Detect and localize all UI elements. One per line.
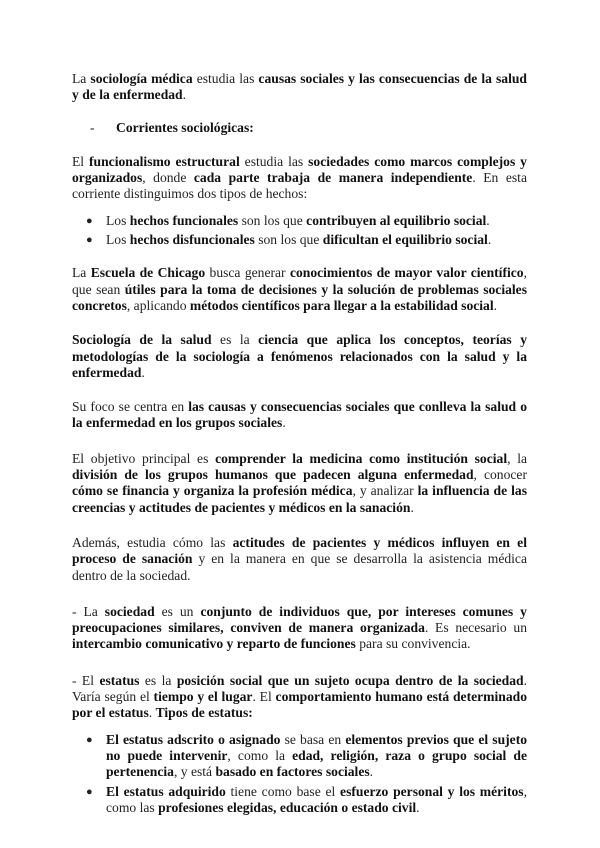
bold-run: Tipos de estatus: <box>155 705 253 721</box>
text-run: Además, estudia cómo las <box>72 534 233 550</box>
text-run: Los <box>106 232 130 248</box>
bullet-icon: ● <box>86 785 93 798</box>
bold-run: ciencia que aplica los conceptos, teorías y metodologías de la sociología a fenómenos relacionados con la salud y la enfermedad <box>72 332 527 380</box>
bold-run: posición social que un sujeto ocupa dentro de la sociedad <box>176 672 524 688</box>
document-page <box>72 71 527 816</box>
bold-run: causas sociales y las consecuencias de la salud y de la enfermedad <box>72 71 527 103</box>
text-run: . <box>182 87 187 103</box>
text-run: busca generar <box>205 265 290 281</box>
section-heading <box>72 120 527 136</box>
list-item <box>72 732 527 781</box>
bold-run: funcionalismo estructural <box>89 153 240 169</box>
paragraph-sociedad <box>72 604 527 653</box>
bold-run: conjunto de individuos que, por intereses comunes y preocupaciones similares, conviven de manera organizada <box>72 603 527 636</box>
text-run: , donde <box>142 170 194 186</box>
text-run: . Es necesario un <box>424 620 527 636</box>
text-run: es la <box>211 332 259 348</box>
text-run: , conocer <box>473 467 527 483</box>
paragraph-sociologia-medica <box>72 71 527 104</box>
text-run: se basa en <box>280 731 346 747</box>
text-run: . <box>148 705 156 721</box>
text-run: . <box>369 764 374 780</box>
text-run: La <box>72 71 91 86</box>
bold-run: Sociología de la salud <box>72 332 212 348</box>
bold-run: basado en factores sociales <box>215 764 370 780</box>
text-run: , que sean <box>72 265 527 297</box>
paragraph-estatus <box>72 673 527 722</box>
bold-run: la influencia de las creencias y actitudes de pacientes y médicos en la sanación <box>72 483 527 515</box>
text-run: . <box>493 297 498 313</box>
text-run: son los que <box>238 212 307 228</box>
bold-run: El estatus adquirido <box>106 783 226 799</box>
list-item <box>72 784 527 817</box>
text-run: , aplicando <box>126 297 190 313</box>
text-run: - El <box>72 672 100 688</box>
text-run: es un <box>154 603 201 619</box>
text-run: estudia las <box>239 153 309 169</box>
bold-run: El estatus adscrito o asignado <box>106 731 281 747</box>
bold-run: comportamiento humano está determinado por el estatus <box>72 689 527 721</box>
bullet-icon: ● <box>86 733 93 746</box>
bullet-icon: ● <box>86 234 93 247</box>
text-run: . <box>486 212 490 228</box>
text-run: son los que <box>254 232 323 248</box>
bold-run: las causas y consecuencias sociales que conlleva la salud o la enfermedad en los grupos sociales <box>72 399 527 431</box>
bold-run: contribuyen al equilibrio social <box>306 212 487 228</box>
heading-text: Corrientes sociológicas: <box>116 119 254 135</box>
text-run: . <box>416 799 420 815</box>
bold-run: actitudes de pacientes y médicos influyen en el proceso de sanación <box>72 534 527 567</box>
text-run: El <box>72 153 90 169</box>
bold-run: conocimientos de mayor valor científico <box>289 265 524 281</box>
list-item <box>72 213 527 229</box>
text-run: es la <box>139 672 177 688</box>
paragraph-escuela-chicago <box>72 265 527 314</box>
text-run: . Varía según el <box>72 672 528 705</box>
bold-run: estatus <box>99 672 140 688</box>
paragraph-foco <box>72 399 527 432</box>
text-run: , y está <box>173 764 216 780</box>
bold-run: sociología médica <box>90 71 193 86</box>
bold-run: división de los grupos humanos que padecen alguna enfermedad <box>72 467 474 483</box>
text-run: , como las <box>106 783 527 815</box>
bold-run: cada parte trabaja de manera independiente <box>193 170 473 186</box>
text-run: . El <box>252 689 276 705</box>
text-run: , como la <box>227 747 293 763</box>
bold-run: útiles para la toma de decisiones y la solución de problemas sociales concretos <box>72 281 527 313</box>
bold-run: Escuela de Chicago <box>90 265 206 281</box>
bold-run: tiempo y el lugar <box>153 689 253 705</box>
bold-run: dificultan el equilibrio social <box>322 232 488 248</box>
text-run: . <box>141 364 145 380</box>
bold-run: edad, religión, raza o grupo social de pertenencia <box>106 747 527 780</box>
text-run: La <box>72 265 91 281</box>
bold-run: elementos previos que el sujeto no puede intervenir <box>106 731 528 763</box>
text-run: , y analizar <box>352 483 418 499</box>
bold-run: profesiones elegidas, educación o estado civil <box>158 799 417 815</box>
text-run: - La <box>72 603 105 619</box>
bullet-list-estatus <box>72 732 527 816</box>
list-item <box>72 232 527 248</box>
text-run: para su convivencia. <box>355 636 471 652</box>
bold-run: comprender la medicina como institución social <box>215 450 508 466</box>
bold-run: cómo se financia y organiza la profesión médica <box>72 483 353 499</box>
text-run: tiene como base el <box>225 783 341 799</box>
text-run: estudia las <box>192 71 259 86</box>
text-run: . <box>282 415 286 431</box>
text-run: , la <box>507 450 528 466</box>
text-run: El objetivo principal es <box>72 450 216 466</box>
paragraph-objetivo <box>72 451 527 516</box>
text-run: . <box>487 232 492 248</box>
bold-run: sociedades como marcos complejos y organizados <box>72 153 527 186</box>
bold-run: hechos funcionales <box>129 212 239 228</box>
bold-run: intercambio comunicativo y reparto de funciones <box>72 636 356 652</box>
text-run: . En esta corriente distinguimos dos tipos de hechos: <box>72 170 527 202</box>
text-run: Los <box>106 212 130 228</box>
bold-run: esfuerzo personal y los méritos <box>340 783 524 799</box>
dash-marker: - <box>90 119 95 135</box>
paragraph-sociologia-salud <box>72 332 527 381</box>
text-run: Su foco se centra en <box>72 399 189 415</box>
text-run: y en la manera en que se desarrolla la asistencia médica dentro de la sociedad. <box>72 551 528 583</box>
text-run: . <box>410 499 414 515</box>
paragraph-funcionalismo <box>72 154 527 203</box>
paragraph-ademas <box>72 535 527 584</box>
bullet-list-hechos <box>72 213 527 249</box>
bullet-icon: ● <box>86 214 93 227</box>
bold-run: sociedad <box>104 603 155 619</box>
bold-run: métodos científicos para llegar a la estabilidad social <box>189 297 494 313</box>
bold-run: hechos disfuncionales <box>129 232 255 248</box>
